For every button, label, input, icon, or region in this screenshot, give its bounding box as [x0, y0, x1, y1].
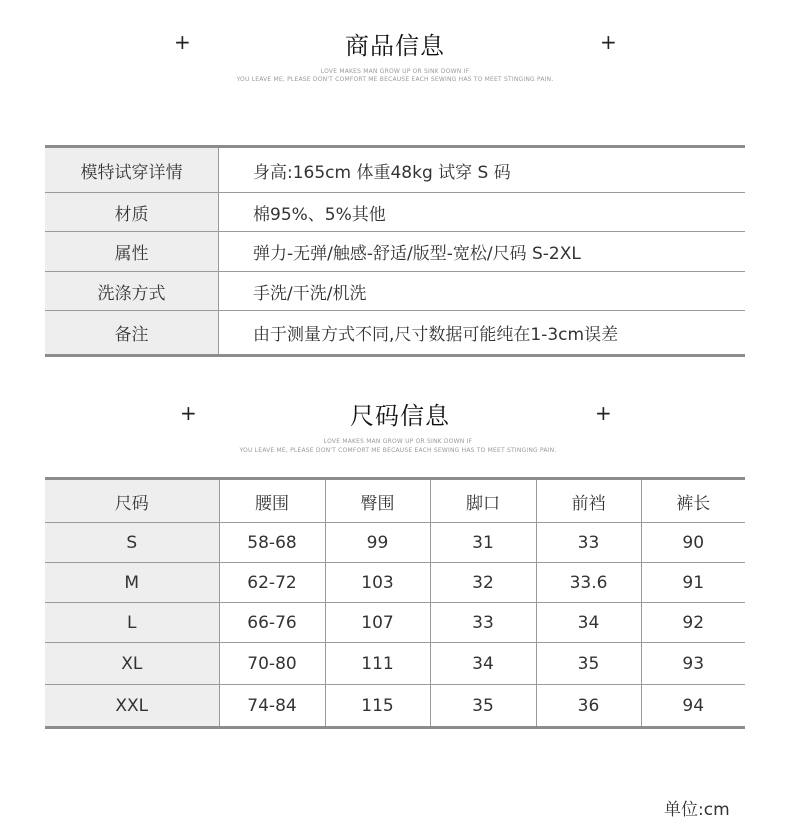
table-cell: 90	[641, 523, 745, 563]
table-cell: 33	[430, 603, 536, 643]
table-cell: 36	[536, 685, 641, 728]
table-row	[45, 563, 745, 603]
table-cell: 74-84	[219, 685, 325, 728]
table-cell: 103	[325, 563, 430, 603]
row-label: 模特试穿详情	[45, 147, 219, 193]
size-cell: S	[45, 523, 219, 563]
row-value: 由于测量方式不同,尺寸数据可能纯在1-3cm误差	[253, 325, 619, 345]
plus-decoration-right: +	[595, 401, 612, 425]
row-value: 棉95%、5%其他	[219, 193, 746, 232]
table-row	[45, 603, 745, 643]
table-cell: 33.6	[536, 563, 641, 603]
plus-decoration-right: +	[600, 30, 617, 54]
row-value: 弹力-无弹/触感-舒适/版型-宽松/尺码 S-2XL	[219, 232, 746, 272]
row-label: 洗涤方式	[45, 272, 219, 311]
product-info-table	[45, 145, 745, 357]
size-cell: M	[45, 563, 219, 603]
table-cell: 34	[536, 603, 641, 643]
row-value: 身高:165cm 体重48kg 试穿 S 码	[219, 147, 746, 193]
header-cell: 前裆	[536, 479, 641, 523]
table-cell: 31	[430, 523, 536, 563]
table-cell: 66-76	[219, 603, 325, 643]
header-cell: 腰围	[219, 479, 325, 523]
header-cell: 尺码	[45, 479, 219, 523]
table-row	[45, 147, 745, 193]
unit-note: 单位:cm	[664, 800, 730, 820]
size-tagline-2: YOU LEAVE ME, PLEASE DON'T COMFORT ME BECAUSE EACH SEWING HAS TO MEET STINGING PAIN.	[239, 447, 557, 454]
table-cell: 93	[641, 643, 745, 685]
table-cell: 107	[325, 603, 430, 643]
product-tagline-1: LOVE MAKES MAN GROW UP OR SINK DOWN IF	[320, 68, 470, 75]
table-cell: 33	[536, 523, 641, 563]
table-row	[45, 685, 745, 728]
table-cell: 70-80	[219, 643, 325, 685]
table-cell: 115	[325, 685, 430, 728]
table-row	[45, 311, 745, 356]
row-label: 材质	[45, 193, 219, 232]
table-cell: 34	[430, 643, 536, 685]
table-cell: 111	[325, 643, 430, 685]
table-row	[45, 193, 745, 232]
plus-decoration-left: +	[180, 401, 197, 425]
size-cell: L	[45, 603, 219, 643]
table-cell: 35	[536, 643, 641, 685]
table-cell: 35	[430, 685, 536, 728]
table-header-row	[45, 479, 745, 523]
row-label: 备注	[45, 311, 219, 356]
table-row	[45, 643, 745, 685]
table-cell: 99	[325, 523, 430, 563]
table-cell: 32	[430, 563, 536, 603]
row-value: 手洗/干洗/机洗	[219, 272, 746, 311]
header-cell: 臀围	[325, 479, 430, 523]
size-tagline-1: LOVE MAKES MAN GROW UP OR SINK DOWN IF	[323, 438, 473, 445]
product-tagline-2: YOU LEAVE ME, PLEASE DON'T COMFORT ME BECAUSE EACH SEWING HAS TO MEET STINGING PAIN.	[236, 76, 554, 83]
header-cell: 裤长	[641, 479, 745, 523]
size-chart-table	[45, 477, 745, 729]
table-row	[45, 523, 745, 563]
table-row	[45, 272, 745, 311]
table-cell: 62-72	[219, 563, 325, 603]
size-cell: XXL	[45, 685, 219, 728]
size-cell: XL	[45, 643, 219, 685]
plus-decoration-left: +	[174, 30, 191, 54]
table-cell: 58-68	[219, 523, 325, 563]
table-cell: 91	[641, 563, 745, 603]
table-cell: 92	[641, 603, 745, 643]
header-cell: 脚口	[430, 479, 536, 523]
product-info-title: 商品信息	[345, 32, 445, 60]
row-label: 属性	[45, 232, 219, 272]
table-cell: 94	[682, 695, 705, 716]
table-row	[45, 232, 745, 272]
size-info-title: 尺码信息	[350, 402, 450, 430]
